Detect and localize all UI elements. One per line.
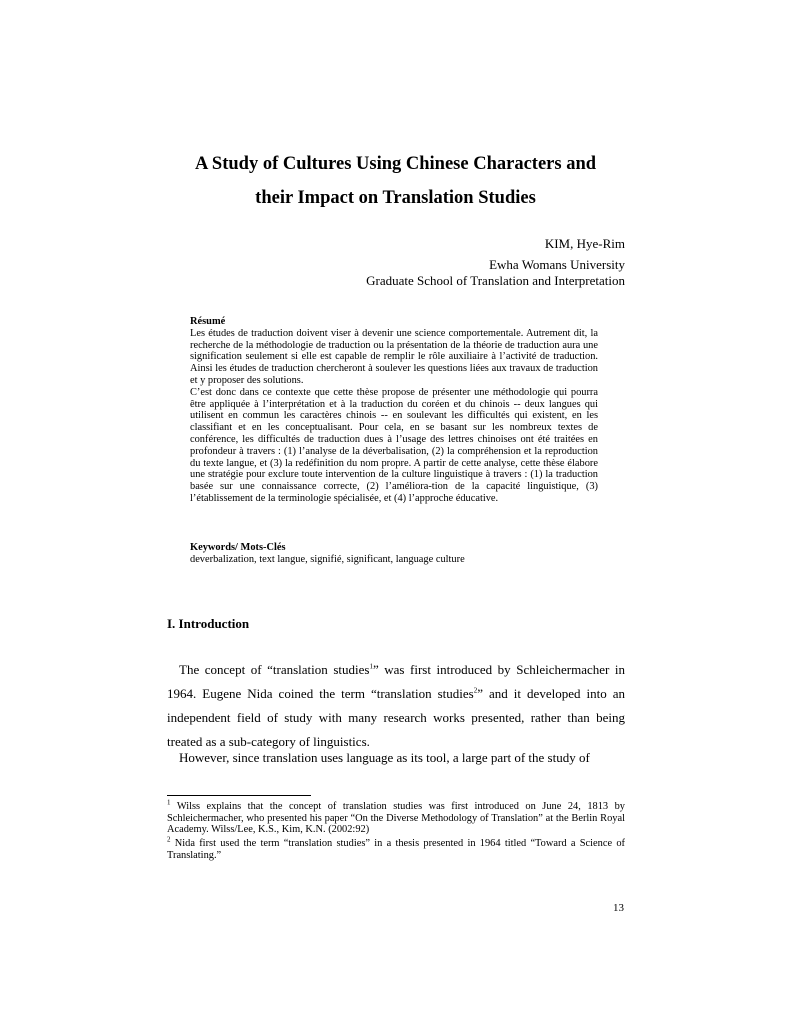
keywords-list: deverbalization, text langue, signifié, significant, language culture <box>190 553 465 565</box>
paper-title-line-2: their Impact on Translation Studies <box>255 188 536 208</box>
introduction-paragraph-1 <box>167 658 625 754</box>
introduction-paragraph-2 <box>167 746 625 770</box>
section-heading-introduction: I. Introduction <box>167 616 250 631</box>
page-number: 13 <box>613 902 624 914</box>
author-school: Graduate School of Translation and Interpretation <box>366 273 625 288</box>
keywords-heading: Keywords/ Mots-Clés <box>190 542 286 553</box>
author-university: Ewha Womans University <box>489 257 625 272</box>
resume-heading: Résumé <box>190 316 226 327</box>
footnote-1-text: Wilss explains that the concept of translation studies was first introduced on June 24, 1813 by Schleichermacher, who presented his paper “On the Diverse Methodology of Translation” at the Berlin Royal Academy. Wilss/Lee, K.S., Kim, K.N. (2002:92) <box>167 801 625 836</box>
footnote-2 <box>167 835 625 861</box>
footnote-ref-2[interactable]: 2 <box>473 686 478 695</box>
resume-paragraph-1: Les études de traduction doivent viser à devenir une science comportementale. Autrement dit, la recherche de la méthodologie de traduction ou la présentation de la théorie de traduction aura une signification seulement si elle est capable de remplir le rôle auxiliaire à l’activité de traduction. Ainsi les études de traduction chercheront à soulever les questions liées aux travaux de traduction et y proposer des solutions. <box>190 327 598 386</box>
intro-text-b: ” was first introduced by Schleichermacher in 1964. Eugene Nida coined the term “translation studies <box>167 662 625 701</box>
resume-section <box>190 316 598 505</box>
footnote-ref-1[interactable]: 1 <box>369 662 373 671</box>
resume-paragraph-2: C’est donc dans ce contexte que cette thèse propose de présenter une méthodologie qui pourra être appliquée à l’interprétation et à la traduction du coréen et du chinois -- deux langues qui utilisent en commun les caractères chinois -- en soulevant les difficultés qui existent, en les classifiant et en les conceptualisant. Pour cela, en se basant sur les nombreux textes de conférence, les difficultés de traduction dues à l’usage des lettres chinoises ont été traitées en profondeur à travers : (1) l’analyse de la déverbalisation, (2) la compréhension et la reproduction du texte langue, et (3) la redéfinition du nom propre. A partir de cette analyse, cette thèse élabore une stratégie pour exclure toute intervention de la culture linguistique à travers : (1) la traduction basée sur une connaissance correcte, (2) l’améliora-tion de la capacité linguistique, (3) l’établissement de la terminologie spécialisée, et (4) l’approche éducative. <box>190 386 598 504</box>
intro-p2-text: However, since translation uses language as its tool, a large part of the study of <box>179 750 590 765</box>
author-name: KIM, Hye-Rim <box>544 236 625 251</box>
intro-text-c: ” and it developed into an independent field of study with many research works presented, rather than being treated as a sub-category of linguistics. <box>167 686 625 749</box>
footnote-divider <box>167 795 311 796</box>
footnote-2-marker: 2 <box>167 835 171 844</box>
paper-title-line-1: A Study of Cultures Using Chinese Characters and <box>194 154 597 174</box>
keywords-section <box>190 542 598 566</box>
footnote-2-text: Nida first used the term “translation studies” in a thesis presented in 1964 titled “Toward a Science of Translating.” <box>167 838 625 861</box>
intro-text-a: The concept of “translation studies <box>179 662 370 677</box>
footnote-1 <box>167 798 625 836</box>
footnote-1-marker: 1 <box>167 798 171 807</box>
